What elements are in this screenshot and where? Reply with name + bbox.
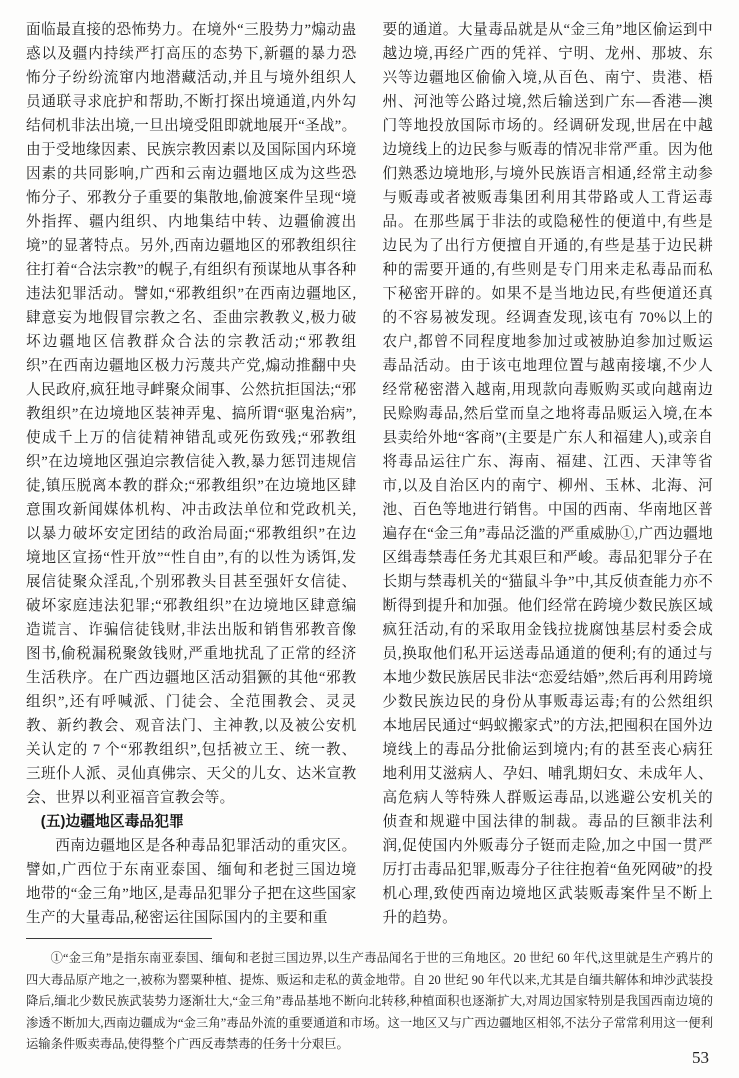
section-heading: (五)边疆地区毒品犯罪: [40, 814, 184, 830]
footnote: [26, 938, 713, 1056]
body-paragraph-left-start: 西南边疆地区是各种毒品犯罪活动的重灾区。譬如,广西位于东南亚泰国、缅甸和老挝三国边境地带的“金三角”地区,是毒品犯罪分子把在这些国家生产的大量毒品,秘密运往国际国内的主要和重: [26, 838, 357, 926]
page-number: 53: [692, 1048, 709, 1067]
text-columns: [26, 18, 713, 936]
body-paragraph-left-continuation: 面临最直接的恐怖势力。在境外“三股势力”煽动蛊惑以及疆内持续严打高压的态势下,新疆的暴力恐怖分子纷纷流窜内地潜藏活动,并且与境外组织人员通联寻求庇护和帮助,不断打探出境通道,内外勾结伺机非法出境,一旦出境受阻即就地展开“圣战”。由于受地缘因素、民族宗教因素以及国际国内环境因素的共同影响,广西和云南边疆地区成为这些恐怖分子、邪教分子重要的集散地,偷渡案件呈现“境外指挥、疆内组织、内地集结中转、边疆偷渡出境”的显著特点。另外,西南边疆地区的邪教组织往往打着“合法宗教”的幌子,有组织有预谋地从事各种违法犯罪活动。譬如,“邪教组织”在西南边疆地区,肆意妄为地假冒宗教之名、歪曲宗教教义,极力破坏边疆地区信教群众合法的宗教活动;“邪教组织”在西南边疆地区极力污蔑共产党,煽动推翻中央人民政府,疯狂地寻衅聚众闹事、公然抗拒国法;“邪教组织”在边境地区装神弄鬼、搞所谓“驱鬼治病”,使成千上万的信徒精神错乱或死伤致残;“邪教组织”在边境地区强迫宗教信徒入教,暴力惩罚违规信徒,镇压脱离本教的群众;“邪教组织”在边境地区肆意围攻新闻媒体机构、冲击政法单位和党政机关,以暴力破坏安定团结的政治局面;“邪教组织”在边境地区宣扬“性开放”“性自由”,有的以性为诱饵,发展信徒聚众淫乱,个别邪教头目甚至强奸女信徒、破坏家庭违法犯罪;“邪教组织”在边境地区肆意编造谎言、诈骗信徒钱财,非法出版和销售邪教音像图书,偷税漏税聚敛钱财,严重地扰乱了正常的经济生活秩序。在广西边疆地区活动猖獗的其他“邪教组织”,还有呼喊派、门徒会、全范围教会、灵灵教、新约教会、观音法门、主神教,以及被公安机关认定的 7 个“邪教组织”,包括被立王、统一教、三班仆人派、灵仙真佛宗、天父的儿女、达米宣教会、世界以利亚福音宣教会等。: [26, 22, 357, 806]
footnote-text: ①“金三角”是指东南亚泰国、缅甸和老挝三国边界,以生产毒品闻名于世的三角地区。20 世纪 60 年代,这里就是生产鸦片的四大毒品原产地之一,被称为罂粟种植、提炼、贩运和走私的黄金地带。自 20 世纪 90 年代以来,尤其是自缅共解体和坤沙武装投降后,缅北少数民族武装势力逐渐壮大,“金三角”毒品基地不断向北转移,种植面积也逐渐扩大,对周边国家特别是我国西南边境的渗透不断加大,西南边疆成为“金三角”毒品外流的重要通道和市场。这一地区又与广西边疆地区相邻,不法分子常常利用这一便利运输条件贩卖毒品,使得整个广西反毒禁毒的任务十分艰巨。: [26, 951, 713, 1051]
footnote-separator: [26, 938, 212, 939]
left-column: [26, 18, 357, 936]
right-column: [383, 18, 714, 936]
body-paragraph-right: 要的通道。大量毒品就是从“金三角”地区偷运到中越边境,再经广西的凭祥、宁明、龙州、那坡、东兴等边疆地区偷偷入境,从百色、南宁、贵港、梧州、河池等公路过境,然后输送到广东—香港—澳门等地投放国际市场的。经调研发现,世居在中越边境线上的边民参与贩毒的情况非常严重。因为他们熟悉边境地形,与境外民族语言相通,经常主动参与贩毒或者被贩毒集团利用其带路或人工背运毒品。在那些属于非法的或隐秘性的便道中,有些是边民为了出行方便擅自开通的,有些是基于边民耕种的需要开通的,有些则是专门用来走私毒品而私下秘密开辟的。如果不是当地边民,有些便道还真的不容易被发现。经调查发现,该屯有 70%以上的农户,都曾不同程度地参加过或被胁迫参加过贩运毒品活动。由于该屯地理位置与越南接壤,不少人经常秘密潜入越南,用现款向毒贩购买或向越南边民赊购毒品,然后堂而皇之地将毒品贩运入境,在本县卖给外地“客商”(主要是广东人和福建人),或亲自将毒品运往广东、海南、福建、江西、天津等省市,以及自治区内的南宁、柳州、玉林、北海、河池、百色等地进行销售。中国的西南、华南地区普遍存在“金三角”毒品泛滥的严重威胁①,广西边疆地区缉毒禁毒任务尤其艰巨和严峻。毒品犯罪分子在长期与禁毒机关的“猫鼠斗争”中,其反侦查能力亦不断得到提升和加强。他们经常在跨境少数民族区域疯狂活动,有的采取用金钱拉拢腐蚀基层村委会成员,换取他们私开运送毒品通道的便利;有的通过与本地少数民族居民非法“恋爱结婚”,然后再利用跨境少数民族边民的身份从事贩毒运毒;有的公然组织本地居民通过“蚂蚁搬家式”的方法,把囤积在国外边境线上的毒品分批偷运到境内;有的甚至丧心病狂地利用艾滋病人、孕妇、哺乳期妇女、未成年人、高危病人等特殊人群贩运毒品,以逃避公安机关的侦查和规避中国法律的制裁。毒品的巨额非法利润,促使国内外贩毒分子铤而走险,加之中国一贯严厉打击毒品犯罪,贩毒分子往往抱着“鱼死网破”的投机心理,致使西南边境地区武装贩毒案件呈不断上升的趋势。: [382, 22, 713, 926]
